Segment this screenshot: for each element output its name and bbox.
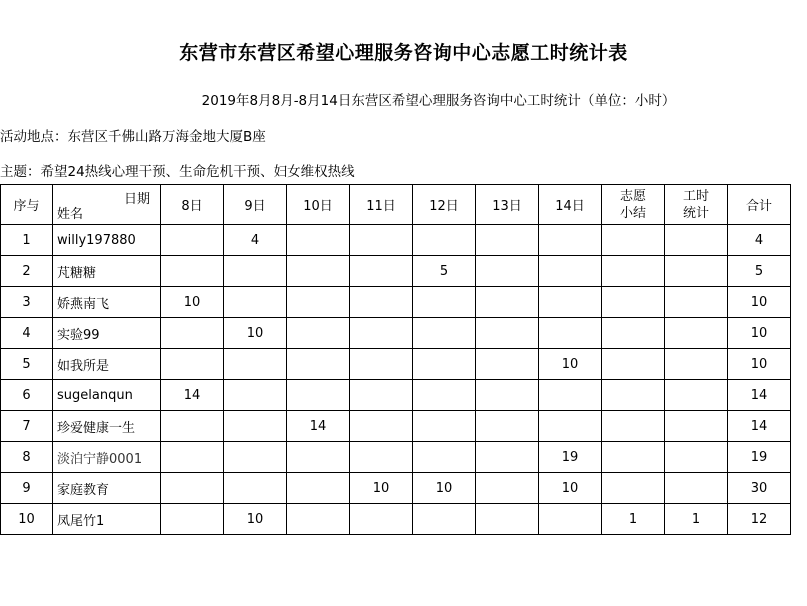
cell-total: 30 [728,473,791,504]
cell-day-hours [287,318,350,349]
cell-seq: 1 [1,225,53,256]
cell-summary [602,473,665,504]
cell-day-hours [287,380,350,411]
cell-day-hours [224,349,287,380]
header-summary [602,185,665,225]
volunteer-hours-table [0,184,791,535]
activity-theme: 主题：希望24热线心理干预、生命危机干预、妇女维权热线 [0,164,355,180]
cell-day-hours [161,411,224,442]
cell-summary [602,318,665,349]
cell-day-hours [476,256,539,287]
cell-day-hours: 14 [161,380,224,411]
cell-total: 10 [728,349,791,380]
cell-day-hours [413,411,476,442]
table-row [1,287,791,318]
cell-seq: 8 [1,442,53,473]
cell-day-hours [539,225,602,256]
cell-name: 凤尾竹1 [53,504,161,535]
cell-hours [665,225,728,256]
cell-day-hours [476,473,539,504]
cell-day-hours [161,442,224,473]
cell-day-hours [413,318,476,349]
cell-day-hours [539,380,602,411]
cell-day-hours [476,287,539,318]
cell-day-hours: 19 [539,442,602,473]
cell-day-hours [350,349,413,380]
activity-location: 活动地点：东营区千佛山路万海金地大厦B座 [0,129,266,145]
cell-name: 家庭教育 [53,473,161,504]
cell-day-hours: 10 [161,287,224,318]
cell-day-hours: 4 [224,225,287,256]
cell-hours [665,256,728,287]
cell-day-hours [161,318,224,349]
cell-day-hours [350,287,413,318]
cell-day-hours [476,504,539,535]
cell-day-hours [539,287,602,318]
cell-name: 娇燕南飞 [53,287,161,318]
cell-day-hours [350,442,413,473]
table-row [1,225,791,256]
cell-day-hours: 10 [224,318,287,349]
header-total: 合计 [728,185,791,225]
header-day: 12日 [413,185,476,225]
cell-hours: 1 [665,504,728,535]
cell-day-hours [413,504,476,535]
cell-day-hours [161,349,224,380]
cell-day-hours: 10 [413,473,476,504]
header-seq: 序与 [1,185,53,225]
cell-day-hours [350,504,413,535]
header-name-label: 姓名 [57,207,84,222]
cell-day-hours [539,411,602,442]
cell-hours [665,380,728,411]
cell-day-hours [350,411,413,442]
cell-total: 4 [728,225,791,256]
cell-day-hours [224,411,287,442]
cell-name: sugelanqun [53,380,161,411]
cell-summary [602,411,665,442]
cell-hours [665,411,728,442]
cell-day-hours [224,442,287,473]
cell-day-hours [350,225,413,256]
cell-name: 珍爱健康一生 [53,411,161,442]
table-row [1,442,791,473]
cell-day-hours [287,256,350,287]
cell-summary [602,380,665,411]
cell-day-hours [413,225,476,256]
cell-summary [602,256,665,287]
cell-hours [665,442,728,473]
cell-day-hours [413,380,476,411]
header-day: 8日 [161,185,224,225]
cell-day-hours [287,473,350,504]
header-summary-line2: 小结 [619,205,646,221]
header-day: 13日 [476,185,539,225]
header-day: 9日 [224,185,287,225]
cell-day-hours: 10 [539,473,602,504]
cell-seq: 5 [1,349,53,380]
header-hours [665,185,728,225]
header-day: 14日 [539,185,602,225]
cell-total: 12 [728,504,791,535]
cell-day-hours [224,287,287,318]
cell-day-hours [539,256,602,287]
cell-day-hours [476,318,539,349]
cell-day-hours [287,225,350,256]
header-day: 10日 [287,185,350,225]
cell-total: 10 [728,318,791,349]
cell-name: 淡泊宁静0001 [53,442,161,473]
table-row [1,380,791,411]
cell-summary [602,225,665,256]
cell-seq: 7 [1,411,53,442]
cell-total: 14 [728,380,791,411]
cell-day-hours [476,411,539,442]
cell-day-hours [350,256,413,287]
cell-day-hours [224,380,287,411]
cell-day-hours [161,225,224,256]
cell-day-hours [224,256,287,287]
cell-day-hours [476,380,539,411]
cell-summary [602,287,665,318]
cell-total: 10 [728,287,791,318]
cell-name: 实验99 [53,318,161,349]
cell-day-hours: 10 [224,504,287,535]
cell-day-hours [476,349,539,380]
cell-day-hours [413,349,476,380]
cell-day-hours: 10 [350,473,413,504]
cell-seq: 2 [1,256,53,287]
header-summary-line1: 志愿 [619,188,646,204]
cell-day-hours [287,442,350,473]
cell-seq: 10 [1,504,53,535]
header-name-date [53,185,161,225]
table-row [1,318,791,349]
cell-day-hours [350,318,413,349]
header-date-label: 日期 [123,192,150,207]
cell-day-hours [287,349,350,380]
table-header-row [1,185,791,225]
cell-day-hours: 5 [413,256,476,287]
cell-hours [665,473,728,504]
cell-day-hours [476,442,539,473]
cell-day-hours [413,442,476,473]
cell-hours [665,287,728,318]
cell-day-hours [287,287,350,318]
cell-day-hours [476,225,539,256]
cell-total: 5 [728,256,791,287]
cell-day-hours [539,318,602,349]
cell-day-hours [539,504,602,535]
cell-total: 19 [728,442,791,473]
cell-seq: 4 [1,318,53,349]
report-subtitle: 2019年8月8月-8月14日东营区希望心理服务咨询中心工时统计（单位：小时） [201,93,676,109]
table-row [1,256,791,287]
cell-day-hours: 10 [539,349,602,380]
table-row [1,411,791,442]
cell-day-hours [287,504,350,535]
cell-day-hours [413,287,476,318]
cell-day-hours [161,256,224,287]
table-row [1,504,791,535]
cell-seq: 6 [1,380,53,411]
cell-name: 芃糖糖 [53,256,161,287]
cell-total: 14 [728,411,791,442]
cell-day-hours: 14 [287,411,350,442]
cell-summary [602,349,665,380]
cell-seq: 3 [1,287,53,318]
cell-summary [602,442,665,473]
cell-day-hours [161,473,224,504]
header-hours-line2: 统计 [682,205,709,221]
cell-name: 如我所是 [53,349,161,380]
table-row [1,349,791,380]
cell-day-hours [161,504,224,535]
cell-day-hours [224,473,287,504]
header-day: 11日 [350,185,413,225]
cell-name: willy197880 [53,225,161,256]
cell-summary: 1 [602,504,665,535]
header-hours-line1: 工时 [682,188,709,204]
cell-hours [665,349,728,380]
cell-seq: 9 [1,473,53,504]
cell-hours [665,318,728,349]
cell-day-hours [350,380,413,411]
table-row [1,473,791,504]
page-title: 东营市东营区希望心理服务咨询中心志愿工时统计表 [179,42,628,64]
